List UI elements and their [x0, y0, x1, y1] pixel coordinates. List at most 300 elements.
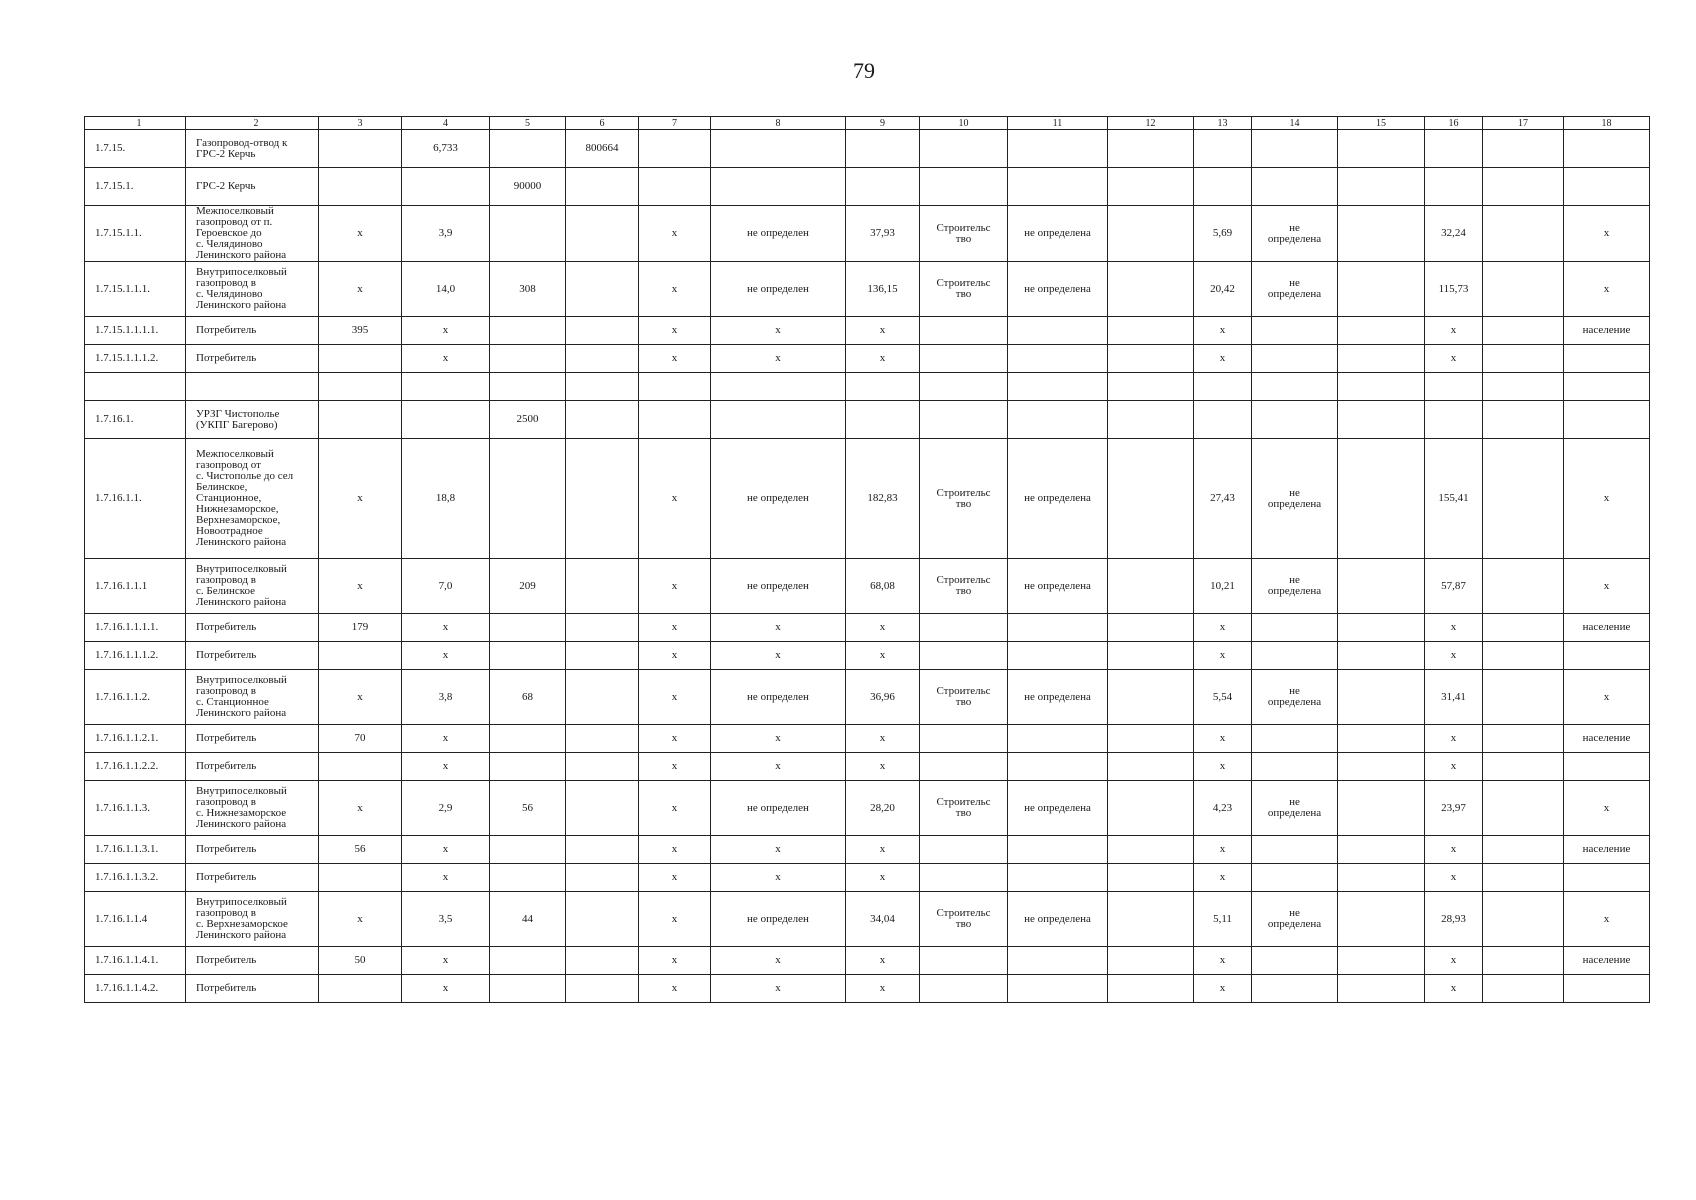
table-cell-col-17 [1483, 753, 1564, 781]
table-cell-col-18 [1564, 401, 1650, 439]
table-cell-col-2: УРЗГ Чистополье (УКПГ Багерово) [186, 401, 319, 439]
table-cell-col-14 [1252, 836, 1338, 864]
table-cell-col-11 [1008, 864, 1108, 892]
table-cell-col-9: x [846, 317, 920, 345]
table-cell-col-6 [566, 317, 639, 345]
table-cell-col-1: 1.7.16.1.1.4 [85, 892, 186, 947]
table-cell-col-5 [490, 947, 566, 975]
table-cell-col-16: x [1425, 947, 1483, 975]
table-cell-col-6 [566, 439, 639, 559]
table-cell-col-13: 10,21 [1194, 559, 1252, 614]
table-cell-col-5 [490, 373, 566, 401]
column-number-11: 11 [1008, 117, 1108, 130]
table-cell-col-17 [1483, 373, 1564, 401]
table-cell-col-18: население [1564, 947, 1650, 975]
table-cell-col-4 [402, 401, 490, 439]
table-cell-col-11: не определена [1008, 670, 1108, 725]
table-cell-col-17 [1483, 559, 1564, 614]
table-cell-col-1: 1.7.16.1. [85, 401, 186, 439]
table-cell-col-17 [1483, 947, 1564, 975]
table-cell-col-15 [1338, 975, 1425, 1003]
table-cell-col-13: 20,42 [1194, 262, 1252, 317]
table-cell-col-3 [319, 753, 402, 781]
table-cell-col-14 [1252, 975, 1338, 1003]
table-cell-col-11: не определена [1008, 439, 1108, 559]
table-cell-col-12 [1108, 262, 1194, 317]
table-cell-col-4: 3,8 [402, 670, 490, 725]
table-cell-col-3: 56 [319, 836, 402, 864]
table-cell-col-1: 1.7.16.1.1.3.1. [85, 836, 186, 864]
table-cell-col-9 [846, 130, 920, 168]
table-cell-col-13: x [1194, 317, 1252, 345]
table-cell-col-6: 800664 [566, 130, 639, 168]
table-cell-col-4 [402, 373, 490, 401]
table-cell-col-2: Газопровод-отвод к ГРС-2 Керчь [186, 130, 319, 168]
table-cell-col-15 [1338, 262, 1425, 317]
table-cell-col-2: Внутрипоселковый газопровод в с. Станционное Ленинского района [186, 670, 319, 725]
column-number-2: 2 [186, 117, 319, 130]
table-cell-col-6 [566, 373, 639, 401]
table-cell-col-9: x [846, 975, 920, 1003]
table-cell-col-13 [1194, 168, 1252, 206]
table-cell-col-1: 1.7.16.1.1.1.2. [85, 642, 186, 670]
table-cell-col-18 [1564, 130, 1650, 168]
table-cell-col-17 [1483, 168, 1564, 206]
table-cell-col-18 [1564, 642, 1650, 670]
table-cell-col-11: не определена [1008, 206, 1108, 262]
table-cell-col-16: 115,73 [1425, 262, 1483, 317]
table-cell-col-1: 1.7.16.1.1.1 [85, 559, 186, 614]
table-cell-col-9: 182,83 [846, 439, 920, 559]
column-number-14: 14 [1252, 117, 1338, 130]
table-cell-col-13: x [1194, 864, 1252, 892]
table-cell-col-2: Потребитель [186, 975, 319, 1003]
table-cell-col-16: 28,93 [1425, 892, 1483, 947]
table-cell-col-6 [566, 725, 639, 753]
table-cell-col-11 [1008, 345, 1108, 373]
column-number-5: 5 [490, 117, 566, 130]
table-cell-col-7 [639, 130, 711, 168]
table-cell-col-4: 18,8 [402, 439, 490, 559]
table-cell-col-9: x [846, 725, 920, 753]
table-cell-col-2: Потребитель [186, 317, 319, 345]
table-cell-col-17 [1483, 864, 1564, 892]
table-cell-col-18: население [1564, 725, 1650, 753]
table-cell-col-9: x [846, 836, 920, 864]
table-cell-col-11: не определена [1008, 559, 1108, 614]
table-cell-col-18 [1564, 345, 1650, 373]
table-row [85, 892, 1650, 947]
column-number-13: 13 [1194, 117, 1252, 130]
table-cell-col-3: x [319, 781, 402, 836]
table-row [85, 642, 1650, 670]
table-cell-col-2: Потребитель [186, 864, 319, 892]
table-cell-col-5 [490, 439, 566, 559]
table-header-row [85, 117, 1650, 130]
table-cell-col-9: 34,04 [846, 892, 920, 947]
table-cell-col-10: Строительс тво [920, 892, 1008, 947]
table-cell-col-8: x [711, 836, 846, 864]
column-number-17: 17 [1483, 117, 1564, 130]
table-cell-col-16: x [1425, 725, 1483, 753]
table-cell-col-12 [1108, 836, 1194, 864]
table-cell-col-11 [1008, 725, 1108, 753]
table-cell-col-1: 1.7.16.1.1. [85, 439, 186, 559]
table-cell-col-13: 4,23 [1194, 781, 1252, 836]
column-number-10: 10 [920, 117, 1008, 130]
table-cell-col-12 [1108, 753, 1194, 781]
table-cell-col-17 [1483, 130, 1564, 168]
table-cell-col-7: x [639, 753, 711, 781]
table-cell-col-6 [566, 670, 639, 725]
table-cell-col-9: x [846, 614, 920, 642]
table-cell-col-6 [566, 345, 639, 373]
table-cell-col-2: Потребитель [186, 836, 319, 864]
table-cell-col-14 [1252, 642, 1338, 670]
table-cell-col-12 [1108, 317, 1194, 345]
table-cell-col-1: 1.7.15.1. [85, 168, 186, 206]
table-cell-col-6 [566, 781, 639, 836]
table-cell-col-4: x [402, 642, 490, 670]
table-cell-col-7: x [639, 206, 711, 262]
table-cell-col-18: население [1564, 614, 1650, 642]
table-cell-col-12 [1108, 373, 1194, 401]
table-cell-col-7: x [639, 439, 711, 559]
table-cell-col-16 [1425, 168, 1483, 206]
table-cell-col-8: не определен [711, 670, 846, 725]
table-cell-col-6 [566, 614, 639, 642]
table-cell-col-15 [1338, 439, 1425, 559]
table-cell-col-12 [1108, 345, 1194, 373]
table-cell-col-2: Потребитель [186, 642, 319, 670]
table-row [85, 975, 1650, 1003]
table-cell-col-9 [846, 373, 920, 401]
table-cell-col-4: x [402, 345, 490, 373]
table-cell-col-3: x [319, 892, 402, 947]
table-cell-col-13: x [1194, 947, 1252, 975]
table-cell-col-8 [711, 373, 846, 401]
table-cell-col-3: 70 [319, 725, 402, 753]
table-row [85, 836, 1650, 864]
table-cell-col-10 [920, 725, 1008, 753]
table-cell-col-8: x [711, 345, 846, 373]
table-cell-col-5 [490, 975, 566, 1003]
table-cell-col-17 [1483, 345, 1564, 373]
table-cell-col-14 [1252, 753, 1338, 781]
table-cell-col-3 [319, 401, 402, 439]
table-cell-col-4: x [402, 864, 490, 892]
table-cell-col-8: x [711, 642, 846, 670]
table-cell-col-13: x [1194, 725, 1252, 753]
table-cell-col-11 [1008, 614, 1108, 642]
table-cell-col-12 [1108, 206, 1194, 262]
data-table [84, 116, 1650, 1003]
table-cell-col-17 [1483, 439, 1564, 559]
table-cell-col-9: 37,93 [846, 206, 920, 262]
table-cell-col-2: Внутрипоселковый газопровод в с. Белинское Ленинского района [186, 559, 319, 614]
table-cell-col-14: не определена [1252, 206, 1338, 262]
table-cell-col-16: 23,97 [1425, 781, 1483, 836]
table-cell-col-16: x [1425, 975, 1483, 1003]
table-cell-col-15 [1338, 130, 1425, 168]
table-cell-col-9: 136,15 [846, 262, 920, 317]
table-cell-col-12 [1108, 401, 1194, 439]
table-cell-col-6 [566, 753, 639, 781]
table-cell-col-18: x [1564, 262, 1650, 317]
page-number: 79 [853, 58, 875, 83]
table-cell-col-1: 1.7.16.1.1.2. [85, 670, 186, 725]
table-cell-col-7 [639, 373, 711, 401]
table-cell-col-7: x [639, 317, 711, 345]
table-cell-col-1: 1.7.15.1.1.1.1. [85, 317, 186, 345]
table-cell-col-6 [566, 401, 639, 439]
table-cell-col-5 [490, 130, 566, 168]
table-cell-col-6 [566, 864, 639, 892]
table-cell-col-12 [1108, 642, 1194, 670]
table-cell-col-12 [1108, 559, 1194, 614]
table-cell-col-3: 179 [319, 614, 402, 642]
table-cell-col-1: 1.7.16.1.1.1.1. [85, 614, 186, 642]
table-cell-col-12 [1108, 168, 1194, 206]
table-cell-col-17 [1483, 670, 1564, 725]
table-cell-col-17 [1483, 401, 1564, 439]
table-cell-col-12 [1108, 614, 1194, 642]
table-cell-col-14 [1252, 168, 1338, 206]
column-number-18: 18 [1564, 117, 1650, 130]
table-cell-col-5: 68 [490, 670, 566, 725]
table-cell-col-14 [1252, 947, 1338, 975]
table-cell-col-4: x [402, 753, 490, 781]
table-cell-col-7: x [639, 670, 711, 725]
table-cell-col-14: не определена [1252, 439, 1338, 559]
table-cell-col-16: x [1425, 345, 1483, 373]
column-number-1: 1 [85, 117, 186, 130]
table-cell-col-16: x [1425, 317, 1483, 345]
table-cell-col-16: x [1425, 753, 1483, 781]
table-cell-col-9 [846, 401, 920, 439]
table-cell-col-14 [1252, 130, 1338, 168]
table-cell-col-15 [1338, 401, 1425, 439]
table-cell-col-15 [1338, 781, 1425, 836]
table-row [85, 262, 1650, 317]
table-cell-col-2: Потребитель [186, 753, 319, 781]
table-cell-col-4: x [402, 975, 490, 1003]
table-cell-col-13: 27,43 [1194, 439, 1252, 559]
table-cell-col-16: 31,41 [1425, 670, 1483, 725]
table-cell-col-4: x [402, 947, 490, 975]
table-row [85, 670, 1650, 725]
table-cell-col-16: x [1425, 642, 1483, 670]
table-cell-col-6 [566, 892, 639, 947]
table-cell-col-15 [1338, 206, 1425, 262]
table-cell-col-9: 68,08 [846, 559, 920, 614]
table-cell-col-3: x [319, 559, 402, 614]
table-cell-col-17 [1483, 836, 1564, 864]
table-cell-col-14 [1252, 725, 1338, 753]
table-cell-col-12 [1108, 892, 1194, 947]
table-cell-col-13: 5,54 [1194, 670, 1252, 725]
table-cell-col-16: 32,24 [1425, 206, 1483, 262]
table-cell-col-18 [1564, 373, 1650, 401]
table-cell-col-15 [1338, 753, 1425, 781]
table-cell-col-5 [490, 614, 566, 642]
table-cell-col-8 [711, 168, 846, 206]
column-number-16: 16 [1425, 117, 1483, 130]
table-cell-col-12 [1108, 670, 1194, 725]
table-cell-col-4: 2,9 [402, 781, 490, 836]
table-cell-col-3 [319, 345, 402, 373]
table-cell-col-7: x [639, 262, 711, 317]
table-cell-col-10 [920, 864, 1008, 892]
table-cell-col-16 [1425, 401, 1483, 439]
table-cell-col-18: x [1564, 206, 1650, 262]
table-cell-col-2: Межпоселковый газопровод от п. Героевское до с. Челядиново Ленинского района [186, 206, 319, 262]
table-cell-col-8: x [711, 753, 846, 781]
table-cell-col-2: Потребитель [186, 725, 319, 753]
table-cell-col-10 [920, 753, 1008, 781]
table-cell-col-2 [186, 373, 319, 401]
table-cell-col-5: 44 [490, 892, 566, 947]
column-number-7: 7 [639, 117, 711, 130]
table-cell-col-6 [566, 947, 639, 975]
table-cell-col-1: 1.7.15.1.1. [85, 206, 186, 262]
table-cell-col-7: x [639, 781, 711, 836]
table-cell-col-4: 3,5 [402, 892, 490, 947]
table-cell-col-12 [1108, 725, 1194, 753]
table-cell-col-6 [566, 836, 639, 864]
table-row [85, 130, 1650, 168]
table-cell-col-7: x [639, 559, 711, 614]
table-cell-col-9 [846, 168, 920, 206]
table-cell-col-5 [490, 345, 566, 373]
table-cell-col-7: x [639, 836, 711, 864]
table-cell-col-4: x [402, 725, 490, 753]
table-cell-col-11: не определена [1008, 781, 1108, 836]
table-cell-col-16: 155,41 [1425, 439, 1483, 559]
table-cell-col-13 [1194, 130, 1252, 168]
table-cell-col-12 [1108, 439, 1194, 559]
table-cell-col-5: 2500 [490, 401, 566, 439]
table-cell-col-8: x [711, 864, 846, 892]
table-cell-col-1: 1.7.15. [85, 130, 186, 168]
table-cell-col-15 [1338, 670, 1425, 725]
table-cell-col-18: население [1564, 836, 1650, 864]
table-cell-col-11 [1008, 947, 1108, 975]
table-cell-col-8: x [711, 614, 846, 642]
table-row [85, 401, 1650, 439]
table-row [85, 345, 1650, 373]
table-cell-col-18: x [1564, 781, 1650, 836]
table-cell-col-18: x [1564, 670, 1650, 725]
table-cell-col-13: x [1194, 836, 1252, 864]
table-cell-col-14 [1252, 614, 1338, 642]
table-cell-col-2: Внутрипоселковый газопровод в с. Верхнезаморское Ленинского района [186, 892, 319, 947]
table-cell-col-3: 50 [319, 947, 402, 975]
table-cell-col-5: 308 [490, 262, 566, 317]
table-cell-col-13: 5,11 [1194, 892, 1252, 947]
table-cell-col-6 [566, 975, 639, 1003]
column-number-4: 4 [402, 117, 490, 130]
table-cell-col-17 [1483, 892, 1564, 947]
table-cell-col-14 [1252, 401, 1338, 439]
table-cell-col-11 [1008, 130, 1108, 168]
table-cell-col-16 [1425, 373, 1483, 401]
table-cell-col-5 [490, 206, 566, 262]
table-cell-col-6 [566, 168, 639, 206]
table-cell-col-17 [1483, 262, 1564, 317]
table-cell-col-14: не определена [1252, 559, 1338, 614]
table-cell-col-3 [319, 642, 402, 670]
table-cell-col-3: x [319, 262, 402, 317]
table-cell-col-8: x [711, 975, 846, 1003]
table-cell-col-5: 209 [490, 559, 566, 614]
table-cell-col-15 [1338, 168, 1425, 206]
table-cell-col-3: x [319, 206, 402, 262]
table-cell-col-13: x [1194, 753, 1252, 781]
table-cell-col-12 [1108, 864, 1194, 892]
table-cell-col-13: x [1194, 614, 1252, 642]
table-row [85, 317, 1650, 345]
table-cell-col-11 [1008, 373, 1108, 401]
table-cell-col-17 [1483, 642, 1564, 670]
table-row [85, 559, 1650, 614]
column-number-8: 8 [711, 117, 846, 130]
table-cell-col-17 [1483, 975, 1564, 1003]
table-cell-col-14: не определена [1252, 262, 1338, 317]
table-cell-col-6 [566, 559, 639, 614]
table-cell-col-1: 1.7.16.1.1.2.1. [85, 725, 186, 753]
table-cell-col-6 [566, 642, 639, 670]
table-cell-col-10 [920, 947, 1008, 975]
table-cell-col-11: не определена [1008, 892, 1108, 947]
table-cell-col-16: x [1425, 864, 1483, 892]
table-cell-col-18: население [1564, 317, 1650, 345]
table-cell-col-15 [1338, 947, 1425, 975]
table-cell-col-17 [1483, 317, 1564, 345]
table-cell-col-1 [85, 373, 186, 401]
table-cell-col-9: 28,20 [846, 781, 920, 836]
table-cell-col-9: x [846, 753, 920, 781]
table-cell-col-9: x [846, 642, 920, 670]
table-cell-col-3: 395 [319, 317, 402, 345]
table-cell-col-14 [1252, 864, 1338, 892]
table-cell-col-15 [1338, 345, 1425, 373]
table-cell-col-14 [1252, 373, 1338, 401]
table-cell-col-7: x [639, 975, 711, 1003]
table-cell-col-3 [319, 130, 402, 168]
table-cell-col-2: Внутрипоселковый газопровод в с. Нижнезаморское Ленинского района [186, 781, 319, 836]
table-cell-col-17 [1483, 614, 1564, 642]
table-cell-col-5 [490, 864, 566, 892]
table-cell-col-8: не определен [711, 439, 846, 559]
table-cell-col-15 [1338, 864, 1425, 892]
table-cell-col-16 [1425, 130, 1483, 168]
table-cell-col-5 [490, 725, 566, 753]
table-cell-col-4: 7,0 [402, 559, 490, 614]
table-row [85, 373, 1650, 401]
column-number-9: 9 [846, 117, 920, 130]
table-cell-col-15 [1338, 642, 1425, 670]
table-cell-col-5 [490, 753, 566, 781]
table-cell-col-16: x [1425, 614, 1483, 642]
table-cell-col-15 [1338, 317, 1425, 345]
table-cell-col-10: Строительс тво [920, 781, 1008, 836]
table-cell-col-18: x [1564, 892, 1650, 947]
table-cell-col-4: 3,9 [402, 206, 490, 262]
table-cell-col-2: Внутрипоселковый газопровод в с. Челядиново Ленинского района [186, 262, 319, 317]
table-cell-col-12 [1108, 781, 1194, 836]
column-number-15: 15 [1338, 117, 1425, 130]
